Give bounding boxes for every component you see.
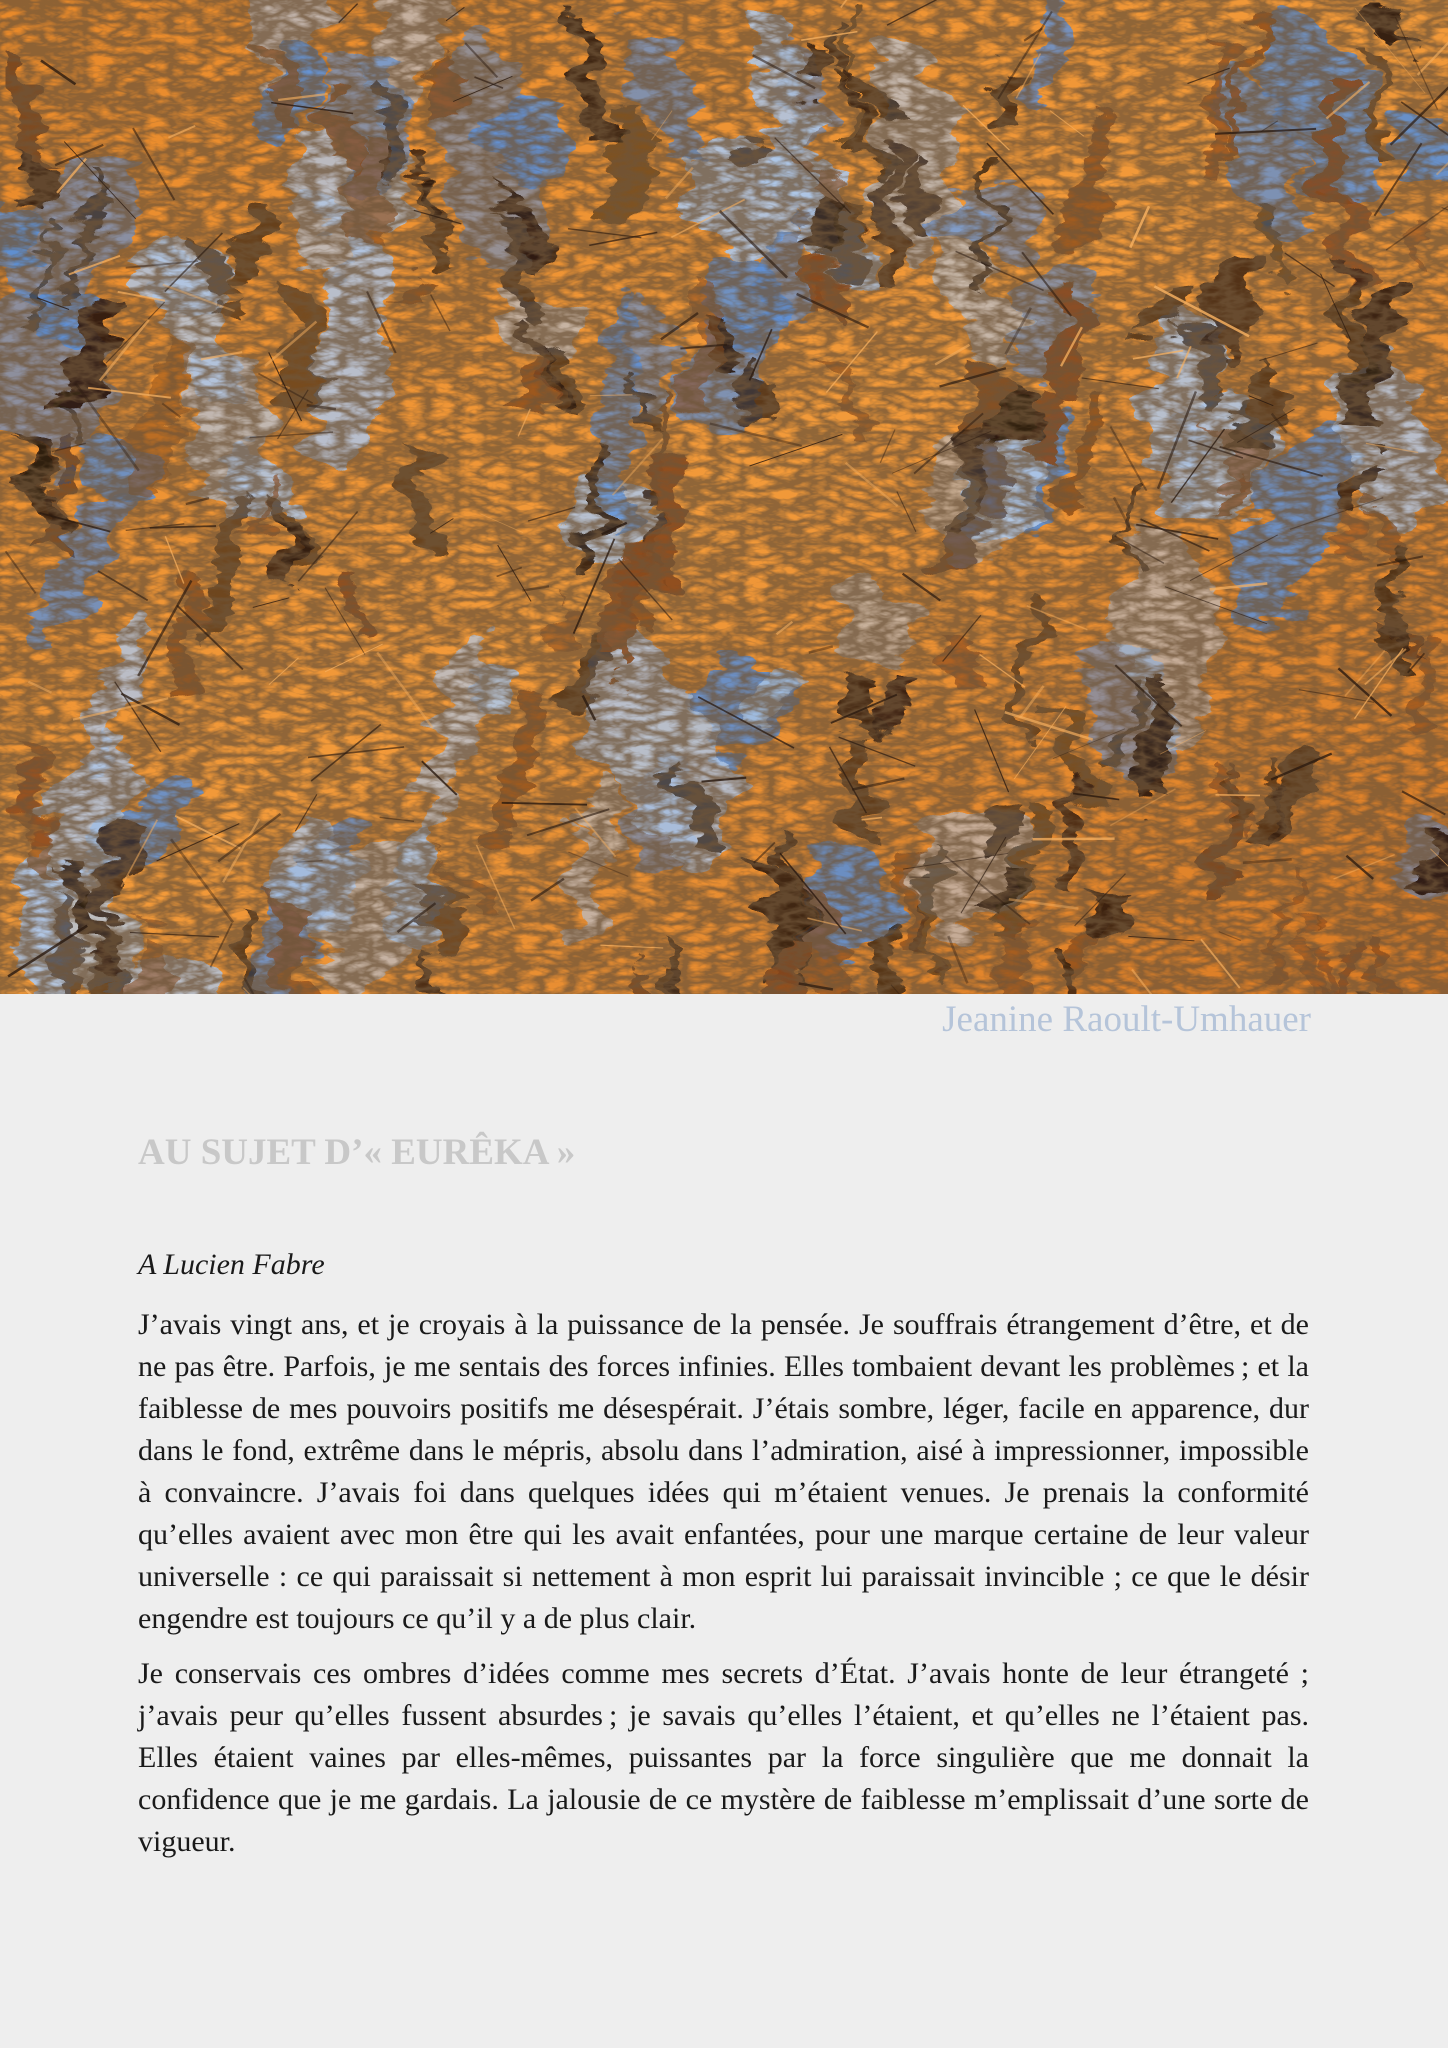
- dedication: A Lucien Fabre: [138, 1248, 325, 1281]
- paragraph: Je conservais ces ombres d’idées comme mes secrets d’État. J’avais honte de leur étrangeté ; j’avais peur qu’elles fussent absurdes ; je savais qu’elles l’étaient, et qu’elles ne l’étaient pas. Elles étaient vaines par elles-mêmes, puissantes par la force singulière que me donnait la confidence que je me gardais. La jalousie de ce mystère de faiblesse m’emplissait d’une sorte de vigueur.: [138, 1657, 1309, 1858]
- artist-caption: Jeanine Raoult-Umhauer: [942, 999, 1311, 1040]
- paragraph: J’avais vingt ans, et je croyais à la puissance de la pensée. Je souffrais étrangement d’être, et de ne pas être. Parfois, je me sentais des forces infinies. Elles tombaient devant les problèmes ; et la faiblesse de mes pouvoirs positifs me désespérait. J’étais sombre, léger, facile en apparence, dur dans le fond, extrême dans le mépris, absolu dans l’admiration, aisé à impressionner, impossible à convaincre. J’avais foi dans quelques idées qui m’étaient venues. Je prenais la conformité qu’elles avaient avec mon être qui les avait enfantées, pour une marque certaine de leur valeur universelle : ce qui paraissait si nettement à mon esprit lui paraissait invincible ; ce que le désir engendre est toujours ce qu’il y a de plus clair.: [138, 1308, 1309, 1635]
- painting-icon: [0, 0, 1448, 994]
- article-title: AU SUJET D’« EURÊKA »: [138, 1132, 576, 1173]
- abstract-painting-image: [0, 0, 1448, 994]
